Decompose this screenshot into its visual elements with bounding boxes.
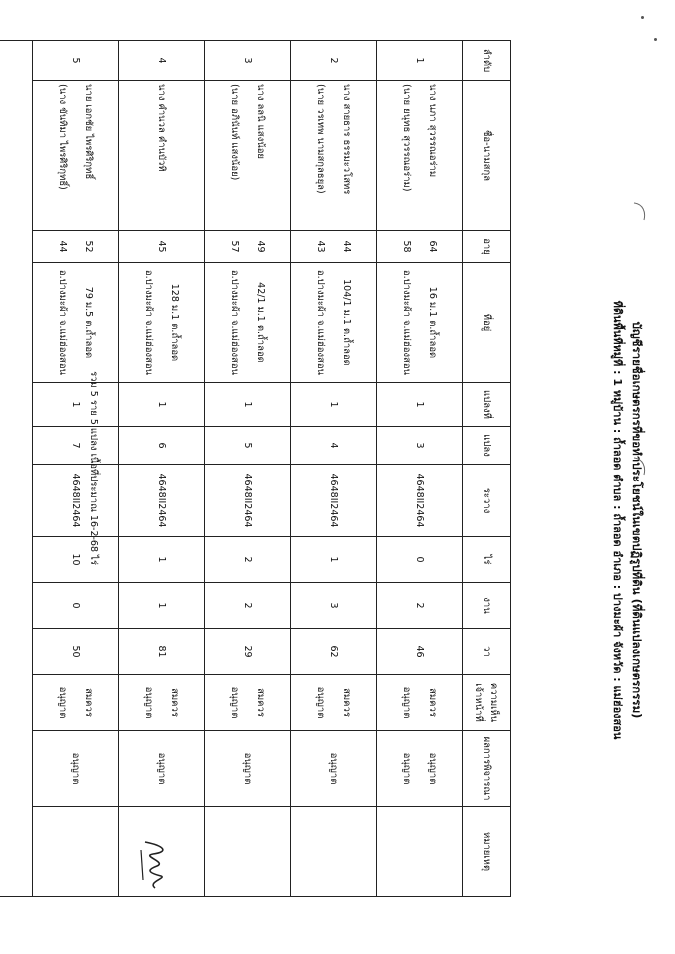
spouse-name: (นาย ยนุทธ สุวรรณอร่าม) xyxy=(401,84,413,192)
cell-result xyxy=(33,731,119,807)
table-row xyxy=(291,41,377,897)
cell-officer-opinion xyxy=(291,675,377,731)
cell-no: 5 xyxy=(33,41,119,81)
result-line-2: อนุญาต xyxy=(401,752,413,785)
applicant-name: นาง นภา สุวรรณอร่าม xyxy=(427,84,439,178)
signature-icon xyxy=(135,836,175,896)
speck-icon xyxy=(641,16,644,19)
spouse-age: 44 xyxy=(57,240,69,253)
cell-wa: 81 xyxy=(119,629,205,675)
summary-row xyxy=(0,41,33,897)
cell-plot-no: 1 xyxy=(33,383,119,427)
opinion-line-2: อนุญาต xyxy=(57,686,69,719)
cell-plot-no: 1 xyxy=(119,383,205,427)
spouse-age: 58 xyxy=(401,240,413,253)
cell-name xyxy=(377,81,463,231)
cell-officer-opinion xyxy=(377,675,463,731)
opinion-line-2: อนุญาต xyxy=(143,686,155,719)
summary-cell xyxy=(0,41,33,897)
applicant-age: 52 xyxy=(83,240,95,253)
cell-result xyxy=(205,731,291,807)
cell-plot: 5 xyxy=(205,427,291,465)
cell-ngan: 2 xyxy=(377,583,463,629)
cell-officer-opinion xyxy=(33,675,119,731)
cell-age xyxy=(377,231,463,263)
cell-rai: 0 xyxy=(377,537,463,583)
result-line-1: อนุญาต xyxy=(328,752,340,785)
cell-no: 4 xyxy=(119,41,205,81)
spouse-name: (นาย อภินันท์ แสงน้อย) xyxy=(229,84,241,181)
spouse-name: (นาง ขันทิมา ไพรศิริกุทธิ์) xyxy=(57,84,69,190)
cell-age xyxy=(119,231,205,263)
header-officer-opinion: ความเห็นเจ้าหน้าที่ xyxy=(463,675,511,731)
header-age: อายุ xyxy=(463,231,511,263)
header-plot: แปลง xyxy=(463,427,511,465)
opinion-line-1: สมควร xyxy=(341,688,353,717)
cell-address xyxy=(291,263,377,383)
cell-ngan: 3 xyxy=(291,583,377,629)
cell-wa: 50 xyxy=(33,629,119,675)
cell-age xyxy=(291,231,377,263)
cell-note xyxy=(377,807,463,897)
header-ngan: งาน xyxy=(463,583,511,629)
cell-note xyxy=(291,807,377,897)
header-no: ลำดับ xyxy=(463,41,511,81)
applicant-name: นาย เอกชัย ไพรศิริกุทธิ์ xyxy=(83,84,95,180)
punch-hole-mark-icon xyxy=(631,455,649,479)
opinion-line-2: อนุญาต xyxy=(229,686,241,719)
cell-address xyxy=(33,263,119,383)
address-line-1: 16 ม.1 ต.ถ้ำลอด xyxy=(427,286,439,359)
spouse-age: 43 xyxy=(315,240,327,253)
header-note: หมายเหตุ xyxy=(463,807,511,897)
result-line-1: อนุญาต xyxy=(242,752,254,785)
cell-result xyxy=(119,731,205,807)
speck-icon xyxy=(654,38,657,41)
applicant-name: นาง สายธาร ธรรมะวโสทร xyxy=(341,84,353,195)
cell-note xyxy=(205,807,291,897)
cell-age xyxy=(205,231,291,263)
cell-rai: 2 xyxy=(205,537,291,583)
cell-rai: 1 xyxy=(119,537,205,583)
header-grid: ระวาง xyxy=(463,465,511,537)
opinion-line-1: สมควร xyxy=(83,688,95,717)
cell-plot-no: 1 xyxy=(377,383,463,427)
document-location: ที่ดินพื้นที่หมู่ที่ : 1 หมู่บ้าน : ถ้ำลอด ตำบล : ถ้ำลอด อำเภอ : ปางมะผ้า จังหวัด : แม่ฮ่องสอน xyxy=(611,300,624,740)
summary-text: รวม 5 ราย 5 แปลง เนื้อที่ประมาณ 16-2-68 ไร่ xyxy=(88,371,99,565)
applicant-age: 44 xyxy=(341,240,353,253)
cell-note xyxy=(33,807,119,897)
cell-no: 1 xyxy=(377,41,463,81)
cell-plot: 4 xyxy=(291,427,377,465)
applicant-name: นาง ลลนิ แสงน้อย xyxy=(255,84,267,159)
cell-result xyxy=(377,731,463,807)
cell-name xyxy=(291,81,377,231)
registry-table xyxy=(0,40,511,897)
header-row xyxy=(463,41,511,897)
applicant-age: 49 xyxy=(255,240,267,253)
cell-grid: 4648II2464 xyxy=(205,465,291,537)
cell-wa: 46 xyxy=(377,629,463,675)
cell-no: 3 xyxy=(205,41,291,81)
applicant-name: นาง คำนวล คำนบัวทิ xyxy=(156,84,168,172)
cell-wa: 29 xyxy=(205,629,291,675)
cell-plot: 6 xyxy=(119,427,205,465)
opinion-line-1: สมควร xyxy=(169,688,181,717)
address-line-2: อ.ปางมะผ้า จ.แม่ฮ่องสอน xyxy=(315,269,327,376)
cell-plot-no: 1 xyxy=(205,383,291,427)
cell-grid: 4648II2464 xyxy=(291,465,377,537)
table-row xyxy=(205,41,291,897)
cell-plot: 3 xyxy=(377,427,463,465)
cell-age xyxy=(33,231,119,263)
result-line-1: อนุญาต xyxy=(427,752,439,785)
cell-result xyxy=(291,731,377,807)
header-wa: วา xyxy=(463,629,511,675)
cell-rai: 1 xyxy=(291,537,377,583)
table-row xyxy=(33,41,119,897)
opinion-line-2: อนุญาต xyxy=(401,686,413,719)
cell-wa: 62 xyxy=(291,629,377,675)
opinion-line-1: สมควร xyxy=(427,688,439,717)
document-title: บัญชีรายชื่อเกษตรกรที่ขอทำประโยชน์ในเขตปฏิรูปที่ดิน (ที่ดินแปลงเกษตรกรรม) xyxy=(630,321,644,719)
cell-ngan: 1 xyxy=(119,583,205,629)
result-line-1: อนุญาต xyxy=(156,752,168,785)
address-line-1: 79 ม.5 ต.ถ้ำลอด xyxy=(83,286,95,359)
header-result: ผลการพิจารณา xyxy=(463,731,511,807)
punch-hole-mark-icon xyxy=(631,200,649,224)
address-line-1: 128 ม.1 ต.ถ้ำลอด xyxy=(169,283,181,362)
opinion-line-1: สมควร xyxy=(255,688,267,717)
spouse-age: 57 xyxy=(229,240,241,253)
cell-plot-no: 1 xyxy=(291,383,377,427)
cell-address xyxy=(119,263,205,383)
address-line-2: อ.ปางมะผ้า จ.แม่ฮ่องสอน xyxy=(401,269,413,376)
applicant-age: 45 xyxy=(156,240,168,253)
address-line-2: อ.ปางมะผ้า จ.แม่ฮ่องสอน xyxy=(143,269,155,376)
cell-ngan: 0 xyxy=(33,583,119,629)
header-address: ที่อยู่ xyxy=(463,263,511,383)
cell-name xyxy=(205,81,291,231)
cell-address xyxy=(377,263,463,383)
result-line-1: อนุญาต xyxy=(70,752,82,785)
header-plot-no: แปลงที่ xyxy=(463,383,511,427)
opinion-line-2: อนุญาต xyxy=(315,686,327,719)
cell-grid: 4648II2464 xyxy=(377,465,463,537)
table-row xyxy=(377,41,463,897)
address-line-2: อ.ปางมะผ้า จ.แม่ฮ่องสอน xyxy=(229,269,241,376)
address-line-1: 104/1 ม.1 ต.ถ้ำลอด xyxy=(341,279,353,366)
cell-ngan: 2 xyxy=(205,583,291,629)
cell-officer-opinion xyxy=(119,675,205,731)
cell-rai: 10 xyxy=(33,537,119,583)
cell-grid: 4648II2464 xyxy=(33,465,119,537)
applicant-age: 64 xyxy=(427,240,439,253)
header-name: ชื่อ-นามสกุล xyxy=(463,81,511,231)
spouse-name: (นาย วรเทพ นามสกุลธยุล) xyxy=(315,84,327,194)
header-rai: ไร่ xyxy=(463,537,511,583)
cell-name xyxy=(33,81,119,231)
address-line-1: 42/1 ม.1 ต.ถ้ำลอด xyxy=(255,282,267,363)
address-line-2: อ.ปางมะผ้า จ.แม่ฮ่องสอน xyxy=(57,269,69,376)
cell-address xyxy=(205,263,291,383)
cell-officer-opinion xyxy=(205,675,291,731)
cell-plot: 7 xyxy=(33,427,119,465)
table-row xyxy=(119,41,205,897)
cell-no: 2 xyxy=(291,41,377,81)
cell-name xyxy=(119,81,205,231)
cell-grid: 4648II2464 xyxy=(119,465,205,537)
